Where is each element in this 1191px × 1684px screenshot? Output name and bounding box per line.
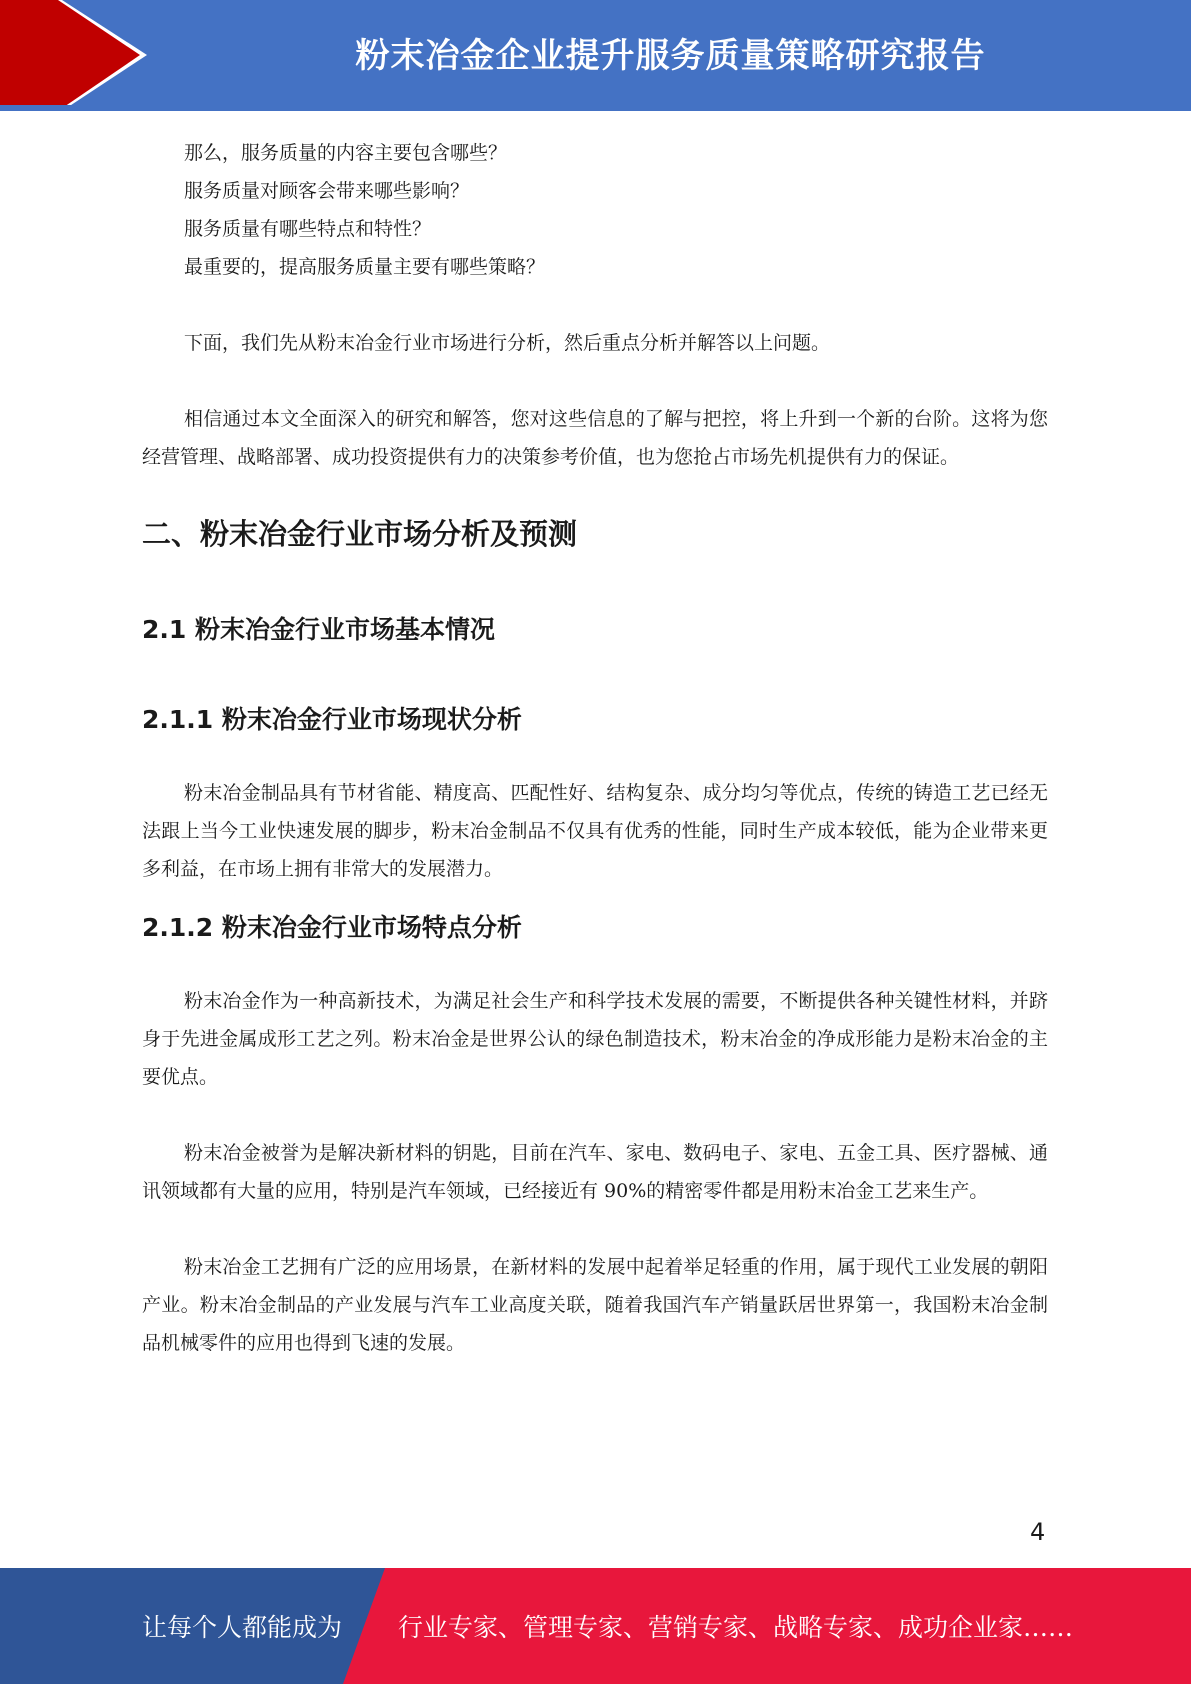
intro-question: 服务质量对顾客会带来哪些影响？ [184, 180, 470, 202]
intro-paragraph: 下面，我们先从粉末冶金行业市场进行分析，然后重点分析并解答以上问题。 [184, 332, 831, 354]
header-title: 粉末冶金企业提升服务质量策略研究报告 [355, 36, 986, 76]
intro-question: 最重要的，提高服务质量主要有哪些策略？ [184, 256, 546, 278]
page-number: 4 [1030, 1518, 1046, 1546]
intro-question: 服务质量有哪些特点和特性？ [184, 218, 432, 240]
intro-paragraph: 相信通过本文全面深入的研究和解答，您对这些信息的了解与把控，将上升到一个新的台阶。这将为您经营管理、战略部署、成功投资提供有力的决策参考价值，也为您抢占市场先机提供有力的保证。 [142, 408, 1048, 468]
body-paragraph: 粉末冶金工艺拥有广泛的应用场景，在新材料的发展中起着举足轻重的作用，属于现代工业发展的朝阳产业。粉末冶金制品的产业发展与汽车工业高度关联，随着我国汽车产销量跃居世界第一，我国粉末冶金制品机械零件的应用也得到飞速的发展。 [142, 1256, 1048, 1354]
footer-slogan-left: 让每个人都能成为 [142, 1613, 343, 1642]
body-paragraph: 粉末冶金制品具有节材省能、精度高、匹配性好、结构复杂、成分均匀等优点，传统的铸造工艺已经无法跟上当今工业快速发展的脚步，粉末冶金制品不仅具有优秀的性能，同时生产成本较低，能为企业带来更多利益，在市场上拥有非常大的发展潜力。 [142, 782, 1048, 880]
body-paragraph: 粉末冶金被誉为是解决新材料的钥匙，目前在汽车、家电、数码电子、家电、五金工具、医疗器械、通讯领域都有大量的应用，特别是汽车领域，已经接近有 90%的精密零件都是用粉末冶金工艺来生产。 [142, 1142, 1048, 1202]
intro-question: 那么，服务质量的内容主要包含哪些？ [184, 142, 508, 164]
page-footer [0, 1568, 1191, 1684]
subsubsection-heading: 2.1.1 粉末冶金行业市场现状分析 [142, 705, 522, 734]
section-heading: 二、粉末冶金行业市场分析及预测 [142, 517, 578, 551]
page-header [0, 0, 1191, 111]
body-paragraph: 粉末冶金作为一种高新技术，为满足社会生产和科学技术发展的需要，不断提供各种关键性材料，并跻身于先进金属成形工艺之列。粉末冶金是世界公认的绿色制造技术，粉末冶金的净成形能力是粉末冶金的主要优点。 [142, 990, 1048, 1088]
subsection-heading: 2.1 粉末冶金行业市场基本情况 [142, 615, 495, 644]
subsubsection-heading: 2.1.2 粉末冶金行业市场特点分析 [142, 913, 522, 942]
footer-slogan-right: 行业专家、管理专家、营销专家、战略专家、成功企业家…… [398, 1613, 1074, 1642]
document-body [142, 134, 1048, 1362]
